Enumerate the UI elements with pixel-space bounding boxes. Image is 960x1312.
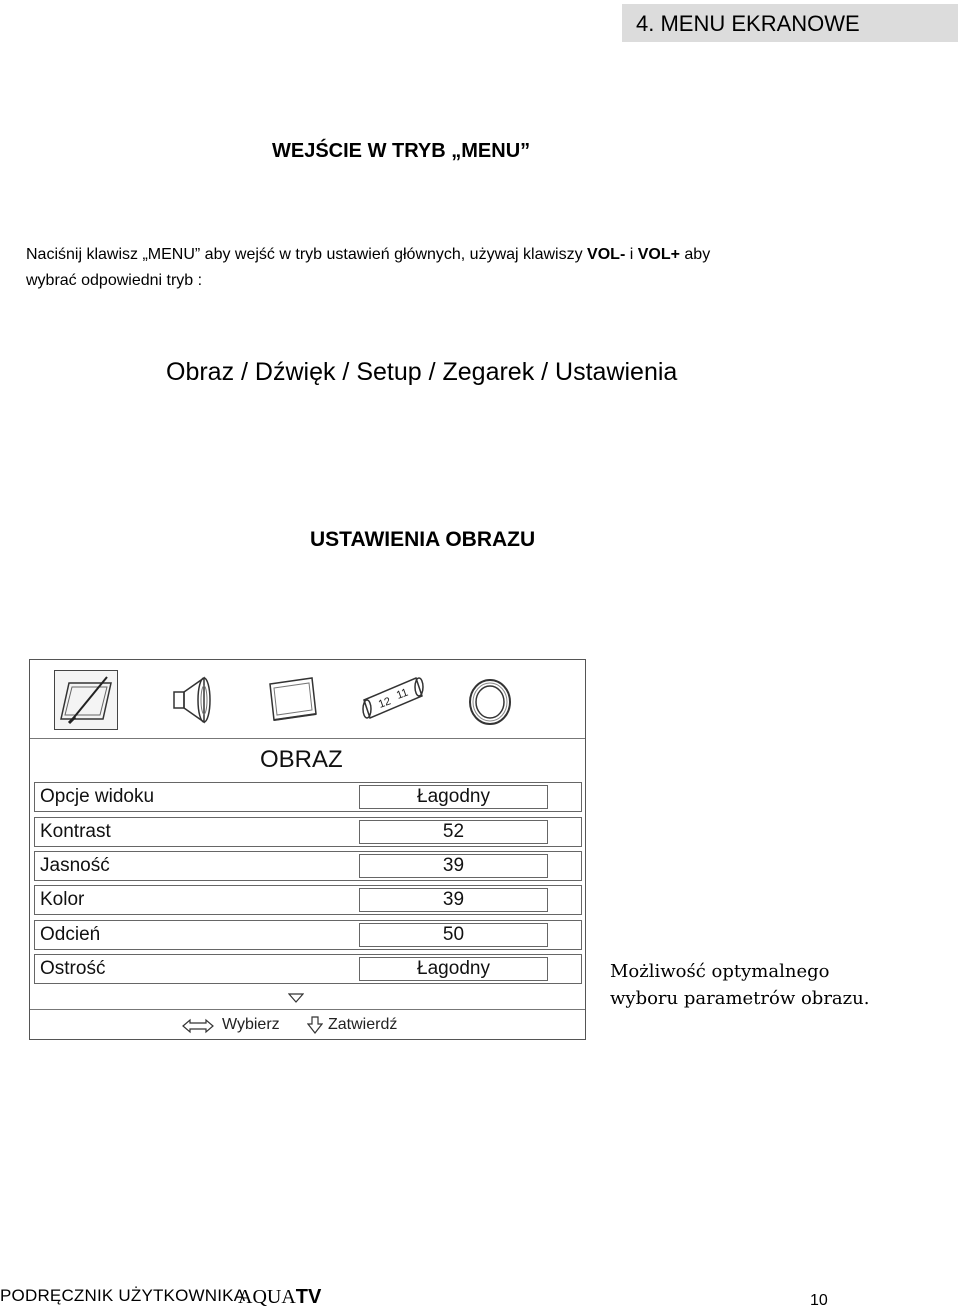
osd-row-label: Kolor [40,889,85,910]
intro-paragraph [26,242,826,294]
intro-text-3: wybrać odpowiedni tryb : [26,272,203,289]
caption-line-2: wyboru parametrów obrazu. [610,988,870,1009]
osd-title: OBRAZ [260,746,343,773]
osd-row-label: Odcień [40,924,101,945]
osd-row-label: Jasność [40,855,110,876]
menu-modes: Obraz / Dźwięk / Setup / Zegarek / Ustawienia [166,358,678,386]
osd-row-label: Kontrast [40,821,111,842]
osd-row-contrast[interactable] [34,817,582,847]
sound-icon[interactable] [164,670,228,730]
osd-caption [610,958,869,1012]
section-subheading: USTAWIENIA OBRAZU [310,528,536,551]
picture-icon[interactable] [54,670,118,730]
osd-row-label: Ostrość [40,958,106,979]
scroll-down-arrow-icon[interactable] [288,992,304,1004]
down-arrow-icon [307,1016,323,1034]
section-header: 4. MENU EKRANOWE [622,4,958,42]
intro-and: i [625,246,638,263]
intro-text-1: Naciśnij klawisz „MENU” aby wejść w tryb ustawień głównych, używaj klawiszy [26,246,588,263]
settings-icon[interactable] [460,670,524,730]
page-heading: WEJŚCIE W TRYB „MENU” [272,140,531,162]
osd-row-view-options[interactable] [34,782,582,812]
osd-row-color[interactable] [34,885,582,915]
osd-icon-bar [30,660,585,739]
osd-row-value[interactable]: 39 [359,888,548,912]
logo-aqua: AQUA [238,1286,296,1308]
osd-row-brightness[interactable] [34,851,582,881]
osd-row-value[interactable]: 52 [359,820,548,844]
vol-minus-key: VOL- [587,246,626,263]
osd-row-label: Opcje widoku [40,786,155,807]
vol-plus-key: VOL+ [637,246,680,263]
osd-row-sharpness[interactable] [34,954,582,984]
osd-footer [30,1009,585,1040]
select-hint: Wybierz [222,1016,280,1033]
monitor-icon[interactable] [262,670,326,730]
confirm-hint: Zatwierdź [328,1016,398,1033]
clock-icon-number-2: 11 [394,686,410,702]
left-right-arrow-icon [182,1018,214,1034]
clock-icon[interactable] [358,670,422,730]
intro-text-2: aby [679,246,711,263]
osd-row-value[interactable]: Łagodny [359,785,548,809]
caption-line-1: Możliwość optymalnego [610,961,830,982]
aquatv-logo [238,1286,321,1309]
page-number: 10 [810,1292,828,1309]
osd-row-value[interactable]: 50 [359,923,548,947]
osd-row-value[interactable]: 39 [359,854,548,878]
manual-label: PODRĘCZNIK UŻYTKOWNIKA [0,1286,246,1305]
clock-icon-number-1: 12 [376,695,393,711]
osd-row-tint[interactable] [34,920,582,950]
logo-tv: TV [295,1286,322,1308]
osd-row-value[interactable]: Łagodny [359,957,548,981]
osd-menu [29,659,586,1040]
